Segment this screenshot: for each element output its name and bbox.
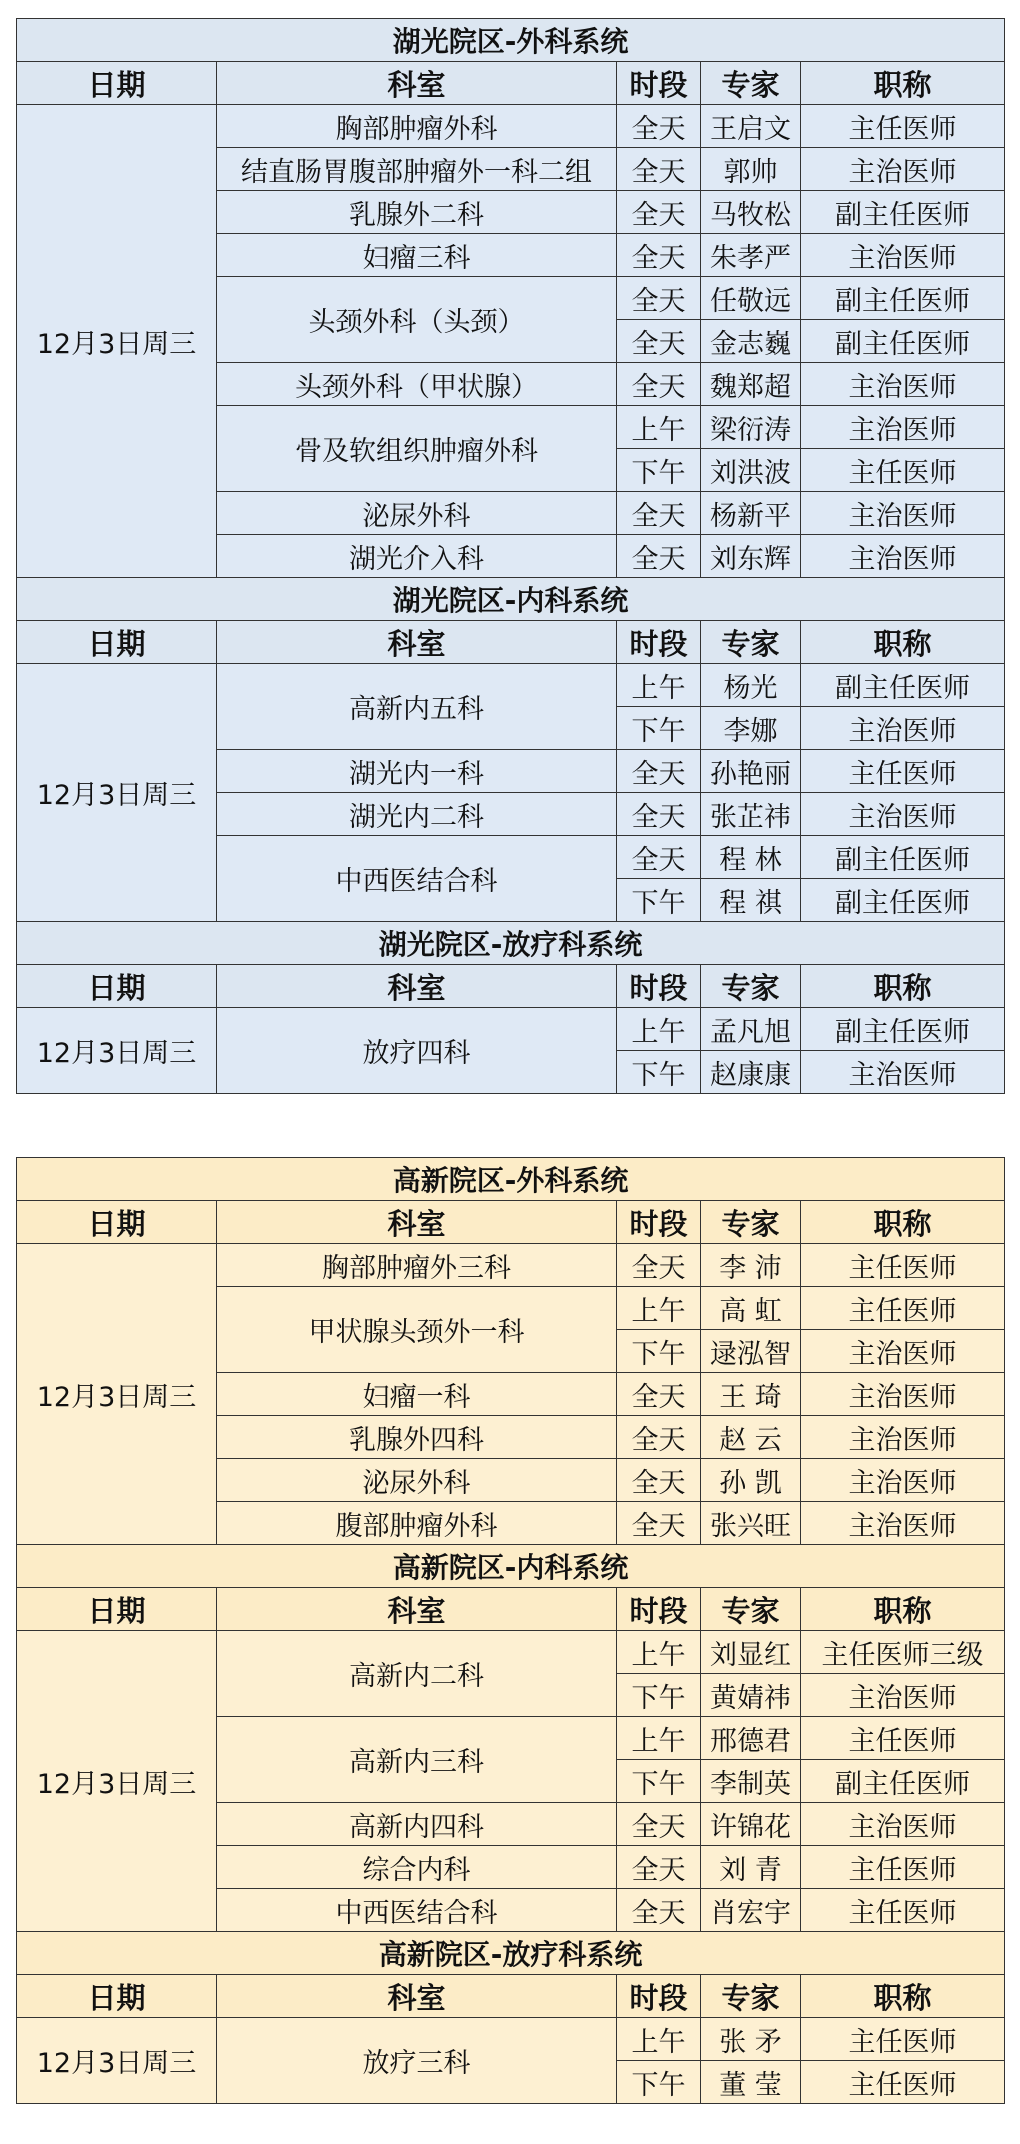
expert-cell: 孟凡旭 <box>701 1008 801 1051</box>
title-cell: 主治医师 <box>801 363 1005 406</box>
header-date: 日期 <box>17 621 217 664</box>
department-cell: 湖光内二科 <box>217 793 617 836</box>
header-expert: 专家 <box>701 965 801 1008</box>
expert-cell: 高 虹 <box>701 1287 801 1330</box>
expert-cell: 杨光 <box>701 664 801 707</box>
title-cell: 副主任医师 <box>801 277 1005 320</box>
section-title: 高新院区-内科系统 <box>17 1545 1005 1588</box>
title-cell: 主任医师 <box>801 750 1005 793</box>
title-cell: 副主任医师 <box>801 191 1005 234</box>
title-cell: 主治医师 <box>801 793 1005 836</box>
table-row <box>17 2018 1005 2061</box>
table-row <box>17 664 1005 707</box>
section-title-row <box>17 1158 1005 1201</box>
date-cell: 12月3日周三 <box>17 1008 217 1094</box>
header-department: 科室 <box>217 621 617 664</box>
expert-cell: 张 矛 <box>701 2018 801 2061</box>
header-title: 职称 <box>801 1201 1005 1244</box>
title-cell: 主任医师 <box>801 2061 1005 2104</box>
date-cell: 12月3日周三 <box>17 1244 217 1545</box>
table-row <box>17 105 1005 148</box>
period-cell: 全天 <box>617 793 701 836</box>
expert-cell: 刘洪波 <box>701 449 801 492</box>
expert-cell: 郭帅 <box>701 148 801 191</box>
title-cell: 主治医师 <box>801 1674 1005 1717</box>
department-cell: 结直肠胃腹部肿瘤外一科二组 <box>217 148 617 191</box>
section-title: 湖光院区-放疗科系统 <box>17 922 1005 965</box>
department-cell: 湖光内一科 <box>217 750 617 793</box>
title-cell: 副主任医师 <box>801 1760 1005 1803</box>
header-expert: 专家 <box>701 1588 801 1631</box>
department-cell: 骨及软组织肿瘤外科 <box>217 406 617 492</box>
period-cell: 全天 <box>617 105 701 148</box>
period-cell: 全天 <box>617 1803 701 1846</box>
header-row <box>17 1588 1005 1631</box>
period-cell: 全天 <box>617 750 701 793</box>
period-cell: 上午 <box>617 2018 701 2061</box>
expert-cell: 邢德君 <box>701 1717 801 1760</box>
period-cell: 全天 <box>617 1373 701 1416</box>
section-title-row <box>17 922 1005 965</box>
expert-cell: 刘显红 <box>701 1631 801 1674</box>
title-cell: 主治医师 <box>801 1373 1005 1416</box>
period-cell: 下午 <box>617 1674 701 1717</box>
expert-cell: 李 沛 <box>701 1244 801 1287</box>
period-cell: 全天 <box>617 1416 701 1459</box>
period-cell: 全天 <box>617 492 701 535</box>
period-cell: 下午 <box>617 1330 701 1373</box>
expert-cell: 魏郑超 <box>701 363 801 406</box>
table-row <box>17 1244 1005 1287</box>
header-period: 时段 <box>617 621 701 664</box>
expert-cell: 赵 云 <box>701 1416 801 1459</box>
title-cell: 主任医师 <box>801 1717 1005 1760</box>
header-row <box>17 965 1005 1008</box>
expert-cell: 朱孝严 <box>701 234 801 277</box>
header-department: 科室 <box>217 965 617 1008</box>
period-cell: 全天 <box>617 836 701 879</box>
title-cell: 主治医师 <box>801 406 1005 449</box>
department-cell: 妇瘤一科 <box>217 1373 617 1416</box>
period-cell: 全天 <box>617 535 701 578</box>
expert-cell: 杨新平 <box>701 492 801 535</box>
department-cell: 乳腺外二科 <box>217 191 617 234</box>
department-cell: 放疗三科 <box>217 2018 617 2104</box>
header-department: 科室 <box>217 1588 617 1631</box>
title-cell: 主治医师 <box>801 1459 1005 1502</box>
period-cell: 上午 <box>617 1717 701 1760</box>
expert-cell: 王启文 <box>701 105 801 148</box>
expert-cell: 程 林 <box>701 836 801 879</box>
section-title-row <box>17 1545 1005 1588</box>
header-department: 科室 <box>217 1201 617 1244</box>
period-cell: 全天 <box>617 1846 701 1889</box>
header-date: 日期 <box>17 62 217 105</box>
expert-cell: 黄婧祎 <box>701 1674 801 1717</box>
department-cell: 妇瘤三科 <box>217 234 617 277</box>
table-row <box>17 1631 1005 1674</box>
header-expert: 专家 <box>701 621 801 664</box>
period-cell: 下午 <box>617 707 701 750</box>
title-cell: 主治医师 <box>801 492 1005 535</box>
title-cell: 副主任医师 <box>801 320 1005 363</box>
title-cell: 副主任医师 <box>801 1008 1005 1051</box>
title-cell: 主治医师 <box>801 1416 1005 1459</box>
period-cell: 下午 <box>617 449 701 492</box>
department-cell: 高新内三科 <box>217 1717 617 1803</box>
period-cell: 全天 <box>617 1502 701 1545</box>
period-cell: 全天 <box>617 320 701 363</box>
period-cell: 上午 <box>617 664 701 707</box>
expert-cell: 李制英 <box>701 1760 801 1803</box>
header-title: 职称 <box>801 621 1005 664</box>
header-date: 日期 <box>17 965 217 1008</box>
header-date: 日期 <box>17 1588 217 1631</box>
expert-cell: 赵康康 <box>701 1051 801 1094</box>
expert-cell: 程 祺 <box>701 879 801 922</box>
table-row <box>17 1008 1005 1051</box>
department-cell: 泌尿外科 <box>217 492 617 535</box>
expert-cell: 任敬远 <box>701 277 801 320</box>
huguang-schedule-table <box>16 18 1005 1094</box>
header-date: 日期 <box>17 1201 217 1244</box>
title-cell: 主治医师 <box>801 535 1005 578</box>
title-cell: 主治医师 <box>801 1502 1005 1545</box>
title-cell: 主任医师 <box>801 449 1005 492</box>
header-expert: 专家 <box>701 62 801 105</box>
department-cell: 头颈外科（甲状腺） <box>217 363 617 406</box>
date-cell: 12月3日周三 <box>17 664 217 922</box>
period-cell: 上午 <box>617 406 701 449</box>
title-cell: 主任医师三级 <box>801 1631 1005 1674</box>
period-cell: 上午 <box>617 1008 701 1051</box>
section-title-row <box>17 578 1005 621</box>
header-title: 职称 <box>801 965 1005 1008</box>
title-cell: 主任医师 <box>801 1287 1005 1330</box>
title-cell: 主治医师 <box>801 148 1005 191</box>
department-cell: 放疗四科 <box>217 1008 617 1094</box>
title-cell: 主治医师 <box>801 234 1005 277</box>
department-cell: 乳腺外四科 <box>217 1416 617 1459</box>
expert-cell: 王 琦 <box>701 1373 801 1416</box>
expert-cell: 肖宏宇 <box>701 1889 801 1932</box>
header-title: 职称 <box>801 1588 1005 1631</box>
period-cell: 全天 <box>617 191 701 234</box>
title-cell: 副主任医师 <box>801 836 1005 879</box>
section-title-row <box>17 19 1005 62</box>
period-cell: 上午 <box>617 1631 701 1674</box>
date-cell: 12月3日周三 <box>17 105 217 578</box>
date-cell: 12月3日周三 <box>17 1631 217 1932</box>
expert-cell: 逯泓智 <box>701 1330 801 1373</box>
section-title: 湖光院区-外科系统 <box>17 19 1005 62</box>
expert-cell: 孙 凯 <box>701 1459 801 1502</box>
department-cell: 高新内四科 <box>217 1803 617 1846</box>
header-expert: 专家 <box>701 1975 801 2018</box>
title-cell: 主任医师 <box>801 1889 1005 1932</box>
title-cell: 副主任医师 <box>801 879 1005 922</box>
header-row <box>17 1201 1005 1244</box>
header-period: 时段 <box>617 1975 701 2018</box>
expert-cell: 梁衍涛 <box>701 406 801 449</box>
title-cell: 主任医师 <box>801 105 1005 148</box>
period-cell: 全天 <box>617 363 701 406</box>
section-title-row <box>17 1932 1005 1975</box>
header-date: 日期 <box>17 1975 217 2018</box>
department-cell: 胸部肿瘤外科 <box>217 105 617 148</box>
department-cell: 高新内五科 <box>217 664 617 750</box>
period-cell: 下午 <box>617 1051 701 1094</box>
department-cell: 头颈外科（头颈） <box>217 277 617 363</box>
department-cell: 腹部肿瘤外科 <box>217 1502 617 1545</box>
period-cell: 上午 <box>617 1287 701 1330</box>
expert-cell: 张芷祎 <box>701 793 801 836</box>
header-row <box>17 62 1005 105</box>
date-cell: 12月3日周三 <box>17 2018 217 2104</box>
header-title: 职称 <box>801 1975 1005 2018</box>
expert-cell: 刘 青 <box>701 1846 801 1889</box>
department-cell: 胸部肿瘤外三科 <box>217 1244 617 1287</box>
period-cell: 全天 <box>617 1459 701 1502</box>
department-cell: 高新内二科 <box>217 1631 617 1717</box>
expert-cell: 张兴旺 <box>701 1502 801 1545</box>
period-cell: 全天 <box>617 148 701 191</box>
period-cell: 下午 <box>617 1760 701 1803</box>
header-period: 时段 <box>617 1201 701 1244</box>
period-cell: 下午 <box>617 2061 701 2104</box>
period-cell: 下午 <box>617 879 701 922</box>
title-cell: 主治医师 <box>801 707 1005 750</box>
period-cell: 全天 <box>617 1889 701 1932</box>
department-cell: 中西医结合科 <box>217 1889 617 1932</box>
gaoxin-schedule-table <box>16 1157 1005 2104</box>
expert-cell: 马牧松 <box>701 191 801 234</box>
section-title: 高新院区-放疗科系统 <box>17 1932 1005 1975</box>
department-cell: 中西医结合科 <box>217 836 617 922</box>
header-period: 时段 <box>617 62 701 105</box>
header-expert: 专家 <box>701 1201 801 1244</box>
header-period: 时段 <box>617 965 701 1008</box>
department-cell: 湖光介入科 <box>217 535 617 578</box>
period-cell: 全天 <box>617 234 701 277</box>
header-period: 时段 <box>617 1588 701 1631</box>
department-cell: 综合内科 <box>217 1846 617 1889</box>
expert-cell: 金志巍 <box>701 320 801 363</box>
period-cell: 全天 <box>617 277 701 320</box>
title-cell: 主治医师 <box>801 1051 1005 1094</box>
section-title: 湖光院区-内科系统 <box>17 578 1005 621</box>
header-row <box>17 621 1005 664</box>
header-title: 职称 <box>801 62 1005 105</box>
title-cell: 主任医师 <box>801 1846 1005 1889</box>
section-title: 高新院区-外科系统 <box>17 1158 1005 1201</box>
title-cell: 副主任医师 <box>801 664 1005 707</box>
title-cell: 主任医师 <box>801 2018 1005 2061</box>
header-row <box>17 1975 1005 2018</box>
title-cell: 主治医师 <box>801 1803 1005 1846</box>
title-cell: 主治医师 <box>801 1330 1005 1373</box>
expert-cell: 董 莹 <box>701 2061 801 2104</box>
expert-cell: 许锦花 <box>701 1803 801 1846</box>
expert-cell: 孙艳丽 <box>701 750 801 793</box>
expert-cell: 李娜 <box>701 707 801 750</box>
expert-cell: 刘东辉 <box>701 535 801 578</box>
period-cell: 全天 <box>617 1244 701 1287</box>
department-cell: 甲状腺头颈外一科 <box>217 1287 617 1373</box>
header-department: 科室 <box>217 62 617 105</box>
title-cell: 主任医师 <box>801 1244 1005 1287</box>
header-department: 科室 <box>217 1975 617 2018</box>
department-cell: 泌尿外科 <box>217 1459 617 1502</box>
